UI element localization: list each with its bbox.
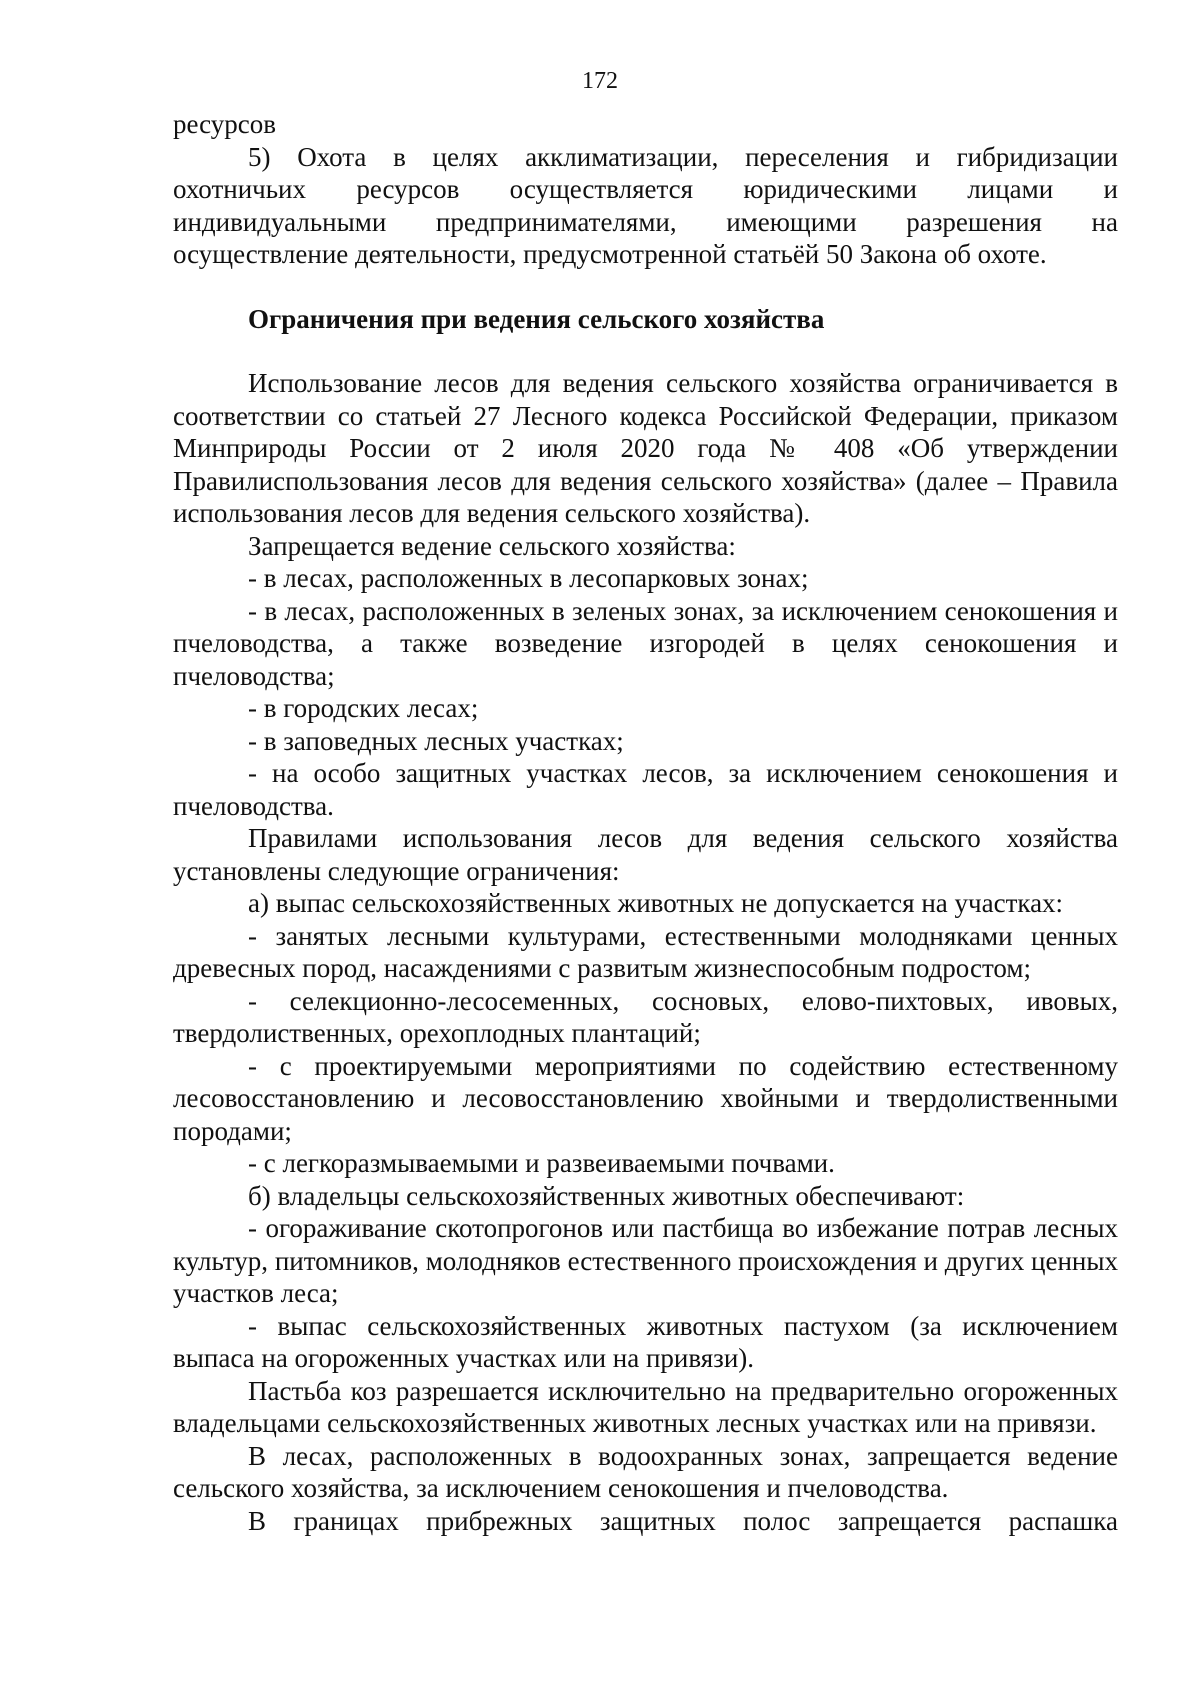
paragraph: б) владельцы сельскохозяйственных животных обеспечивают: xyxy=(248,1180,965,1211)
paragraph: - в городских лесах; xyxy=(248,693,479,723)
paragraph: 5) Охота в целях акклиматизации, переселения и гибридизации охотничьих ресурсов осуществляется юридическими лицами и индивидуальными предпринимателями, имеющими разрешения на осуществление деятельности, предусмотренной статьёй 50 Закона об охоте. xyxy=(173,141,1118,269)
paragraph: - огораживание скотопрогонов или пастбища во избежание потрав лесных культур, питомников, молодняков естественного происхождения и других ценных участков леса; xyxy=(173,1213,1118,1308)
paragraph: В лесах, расположенных в водоохранных зонах, запрещается ведение сельского хозяйства, за исключением сенокошения и пчеловодства. xyxy=(173,1440,1118,1503)
paragraph: - в лесах, расположенных в зеленых зонах, за исключением сенокошения и пчеловодства, а также возведение изгородей в целях сенокошения и пчеловодства; xyxy=(173,595,1118,691)
paragraph: Использование лесов для ведения сельского хозяйства ограничивается в соответствии со статьей 27 Лесного кодекса Российской Федерации, приказом Минприроды России от 2 июля 2020 года № 408 «Об утверждении Правилиспользования лесов для ведения сельского хозяйства» (далее – Правила использования лесов для ведения сельского хозяйства). xyxy=(173,368,1118,528)
paragraph: В границах прибрежных защитных полос запрещается распашка xyxy=(248,1505,1118,1536)
top-paragraphs xyxy=(173,108,1118,271)
paragraph: - с проектируемыми мероприятиями по содействию естественному лесовосстановлению и лесовосстановлению хвойными и твердолиственными породами; xyxy=(173,1050,1118,1146)
page-number: 172 xyxy=(582,68,618,94)
paragraph: - с легкоразмываемыми и развеиваемыми почвами. xyxy=(248,1148,835,1178)
section-heading: Ограничения при ведения сельского хозяйства xyxy=(248,303,825,334)
paragraph: - занятых лесными культурами, естественными молодняками ценных древесных пород, насаждениями с развитым жизнеспособным подростом; xyxy=(173,920,1118,983)
paragraph: Запрещается ведение сельского хозяйства: xyxy=(248,530,736,561)
section-paragraphs xyxy=(173,367,1118,1537)
document-body xyxy=(173,108,1118,1537)
paragraph: - на особо защитных участках лесов, за исключением сенокошения и пчеловодства. xyxy=(173,758,1118,821)
paragraph: ресурсов xyxy=(173,109,277,139)
paragraph: - в лесах, расположенных в лесопарковых зонах; xyxy=(248,563,809,593)
paragraph: а) выпас сельскохозяйственных животных не допускается на участках: xyxy=(248,888,1064,918)
paragraph: - в заповедных лесных участках; xyxy=(248,725,624,756)
paragraph: Пастьба коз разрешается исключительно на предварительно огороженных владельцами сельскохозяйственных животных лесных участках или на привязи. xyxy=(173,1375,1118,1438)
paragraph: - выпас сельскохозяйственных животных пастухом (за исключением выпаса на огороженных участках или на привязи). xyxy=(173,1310,1118,1373)
paragraph: Правилами использования лесов для ведения сельского хозяйства установлены следующие ограничения: xyxy=(173,823,1118,886)
paragraph: - селекционно-лесосеменных, сосновых, елово-пихтовых, ивовых, твердолиственных, орехоплодных плантаций; xyxy=(173,985,1118,1048)
